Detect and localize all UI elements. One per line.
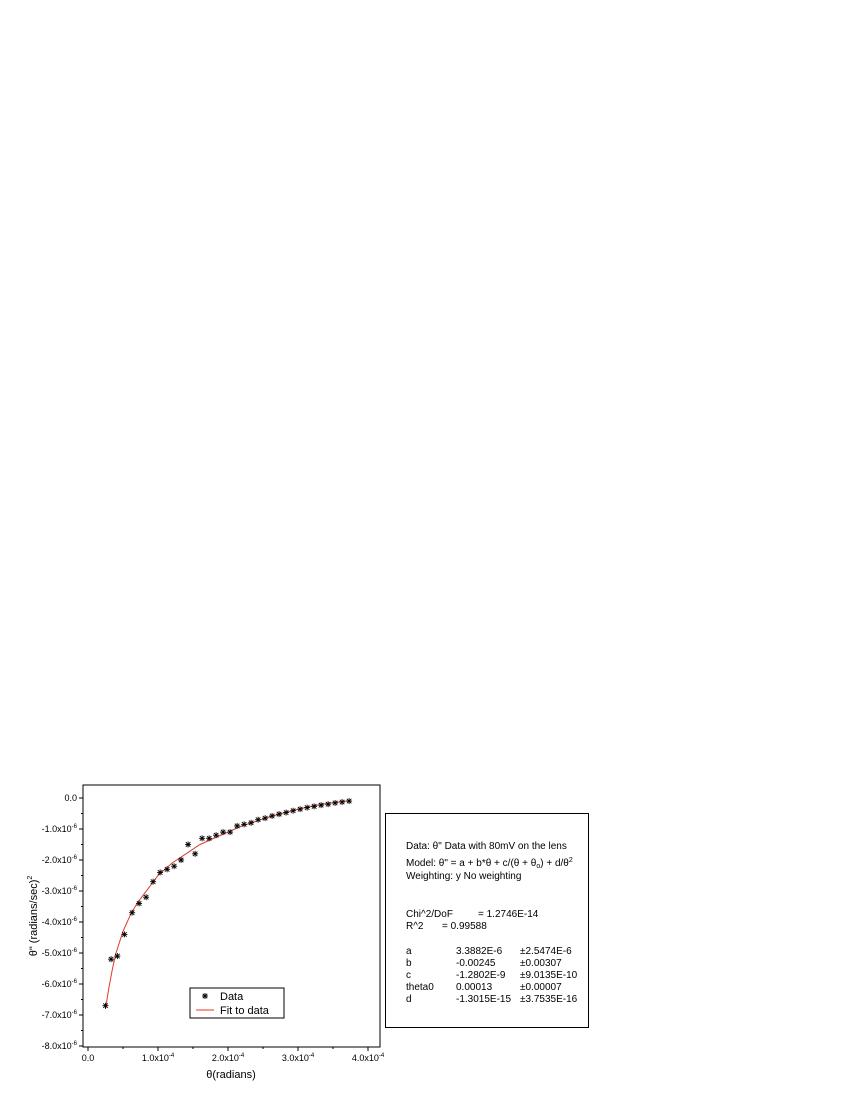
data-point bbox=[136, 900, 142, 906]
data-point bbox=[234, 823, 240, 829]
model-sub: o bbox=[536, 863, 541, 870]
legend-asterisk-icon bbox=[202, 993, 208, 999]
fit-weighting: Weighting: y No weighting bbox=[406, 871, 522, 882]
param-error: ±0.00307 bbox=[520, 958, 562, 969]
chi-label: Chi^2/DoF bbox=[406, 909, 453, 920]
param-value: -0.00245 bbox=[456, 958, 496, 969]
x-tick-label: $4.0x10^{-4}$ bbox=[351, 1053, 385, 1063]
y-tick-label: 0.0 bbox=[64, 793, 77, 803]
y-axis-title-sup: 2 bbox=[27, 875, 34, 880]
data-point bbox=[290, 808, 296, 814]
data-point bbox=[121, 931, 127, 937]
data-point bbox=[213, 832, 219, 838]
data-point bbox=[199, 835, 205, 841]
data-point bbox=[178, 857, 184, 863]
data-point bbox=[346, 798, 352, 804]
data-point bbox=[220, 829, 226, 835]
model-sup: 2 bbox=[568, 857, 573, 864]
x-tick-label: $2.0x10^{-4}$ bbox=[211, 1053, 245, 1063]
data-point bbox=[129, 910, 135, 916]
data-series bbox=[103, 798, 353, 1009]
data-point bbox=[192, 851, 198, 857]
param-error: ±0.00007 bbox=[520, 982, 562, 993]
y-tick-label: $-3.0x10^{-6}$ bbox=[41, 886, 77, 896]
data-point bbox=[297, 806, 303, 812]
param-name: d bbox=[406, 994, 412, 1005]
y-tick-label: $-2.0x10^{-6}$ bbox=[41, 855, 77, 865]
data-point bbox=[227, 829, 233, 835]
param-name: a bbox=[406, 946, 412, 957]
data-point bbox=[262, 815, 268, 821]
legend-data-label: Data bbox=[220, 991, 244, 1003]
x-axis-ticks bbox=[82, 1047, 385, 1063]
chi-value: = 1.2746E-14 bbox=[478, 909, 539, 920]
y-tick-label: $-1.0x10^{-6}$ bbox=[41, 824, 77, 834]
y-tick-label: $-4.0x10^{-6}$ bbox=[41, 917, 77, 927]
param-error: ±3.7535E-16 bbox=[520, 994, 578, 1005]
legend bbox=[190, 988, 284, 1018]
data-point bbox=[185, 842, 191, 848]
data-point bbox=[171, 863, 177, 869]
param-value: -1.2802E-9 bbox=[456, 970, 506, 981]
data-point bbox=[248, 820, 254, 826]
param-error: ±2.5474E-6 bbox=[520, 946, 572, 957]
data-point bbox=[206, 835, 212, 841]
data-point bbox=[157, 869, 163, 875]
y-tick-label: $-5.0x10^{-6}$ bbox=[41, 948, 77, 958]
y-axis-title-group bbox=[27, 876, 40, 957]
data-point bbox=[255, 817, 261, 823]
param-name: theta0 bbox=[406, 982, 434, 993]
param-name: b bbox=[406, 958, 412, 969]
data-point bbox=[164, 866, 170, 872]
data-point bbox=[103, 1003, 109, 1009]
data-point bbox=[269, 813, 275, 819]
param-value: 3.3882E-6 bbox=[456, 946, 503, 957]
param-row bbox=[386, 993, 590, 1006]
model-prefix: Model: θ" = a + b*θ + c/(θ + θ bbox=[406, 858, 537, 869]
y-tick-label: $-6.0x10^{-6}$ bbox=[41, 979, 77, 989]
r2-label: R^2 bbox=[406, 921, 424, 932]
data-point bbox=[339, 799, 345, 805]
y-axis-title bbox=[27, 876, 40, 957]
param-value: -1.3015E-15 bbox=[456, 994, 512, 1005]
param-name: c bbox=[406, 970, 411, 981]
x-tick-label: $1.0x10^{-4}$ bbox=[141, 1053, 175, 1063]
legend-fit-label: Fit to data bbox=[220, 1005, 269, 1017]
param-error: ±9.0135E-10 bbox=[520, 970, 578, 981]
data-point bbox=[304, 805, 310, 811]
data-point bbox=[241, 821, 247, 827]
y-axis-title-main: θ" (radians/sec) bbox=[28, 879, 40, 957]
param-value: 0.00013 bbox=[456, 982, 493, 993]
x-tick-label: 0.0 bbox=[81, 1053, 95, 1063]
data-point bbox=[114, 953, 120, 959]
fit-results-panel bbox=[385, 813, 589, 1028]
x-axis-title: θ(radians) bbox=[206, 1069, 256, 1081]
y-axis-ticks bbox=[42, 793, 83, 1051]
data-point bbox=[332, 800, 338, 806]
data-point bbox=[108, 956, 114, 962]
x-tick-label: $3.0x10^{-4}$ bbox=[281, 1053, 315, 1063]
data-point bbox=[325, 801, 331, 807]
r-square-row bbox=[386, 920, 590, 933]
y-tick-label: $-8.0x10^{-6}$ bbox=[41, 1041, 77, 1051]
r2-value: = 0.99588 bbox=[442, 921, 487, 932]
legend-data-marker bbox=[202, 993, 208, 999]
model-mid: ) + d/θ bbox=[540, 858, 569, 869]
data-point bbox=[318, 802, 324, 808]
data-point bbox=[150, 879, 156, 885]
y-tick-label: $-7.0x10^{-6}$ bbox=[41, 1010, 77, 1020]
data-point bbox=[276, 811, 282, 817]
fit-data-description: Data: θ" Data with 80mV on the lens bbox=[406, 841, 567, 852]
data-point bbox=[283, 810, 289, 816]
data-point bbox=[143, 894, 149, 900]
data-point bbox=[311, 803, 317, 809]
